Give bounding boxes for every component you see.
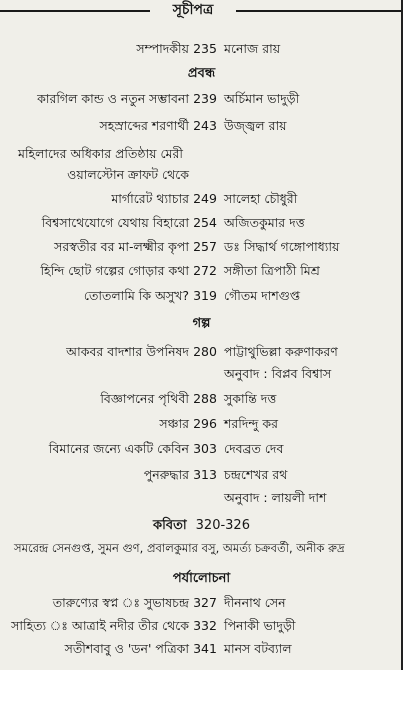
entry-author: পাট্টাথুভিল্লা করুণাকরণ (224, 344, 338, 359)
essay-row-continued (0, 164, 403, 186)
entry-title: সঞ্চার (159, 416, 189, 431)
entry-title: সতীশবাবু ও 'ডন' পত্রিকা (64, 641, 189, 656)
entry-title: মার্গারেট থ্যাচার (111, 191, 189, 206)
entry-author: মনোজ রায় (224, 41, 281, 56)
entry-author: গৌতম দাশগুপ্ত (224, 288, 301, 303)
editorial-row (0, 38, 403, 60)
story-row (0, 413, 403, 435)
section-heading-stories: গল্প (192, 316, 211, 331)
entry-page: 319 (193, 288, 217, 303)
essay-row (0, 188, 403, 210)
entry-author: ডঃ সিদ্ধার্থ গঙ্গোপাধ্যায় (224, 239, 340, 254)
entry-page: 303 (193, 441, 217, 456)
entry-author: দীননাথ সেন (224, 595, 286, 610)
entry-title: আকবর বাদশার উপনিষদ (66, 344, 189, 359)
section-heading-review: পর্যালোচনা (172, 571, 231, 586)
entry-page: 341 (193, 641, 217, 656)
section-heading-poetry (0, 516, 403, 537)
entry-page: 313 (193, 467, 217, 482)
entry-title: কারগিল কান্ড ও নতুন সম্ভাবনা (37, 91, 189, 106)
essay-row (0, 115, 403, 137)
header-rule-right (236, 10, 401, 12)
entry-page: 235 (193, 41, 217, 56)
story-row (0, 388, 403, 410)
entry-author: শরদিন্দু কর (224, 416, 279, 431)
story-row (0, 438, 403, 460)
header-rule-left (0, 10, 150, 12)
essay-row (0, 88, 403, 110)
review-row (0, 638, 403, 660)
poetry-pages: 320-326 (195, 518, 250, 533)
essay-row (0, 236, 403, 258)
entry-page: 254 (193, 215, 217, 230)
essay-row (0, 285, 403, 307)
entry-title: হিন্দি ছোট গল্পের গোড়ার কথা (40, 263, 189, 278)
entry-author: অজিতকুমার দত্ত (224, 215, 305, 230)
translator-note (0, 487, 403, 509)
entry-author: পিনাকী ভাদুড়ী (224, 618, 296, 633)
entry-title: তোতলামি কি অসুখ? (83, 288, 189, 303)
entry-page: 257 (193, 239, 217, 254)
page-title: সূচীপত্র (172, 2, 214, 18)
entry-author: চন্দ্রশেখর রথ (224, 467, 288, 482)
poetry-poets-list: সমরেন্দ্র সেনগুপ্ত, সুমন গুণ, প্রবালকুমার বসু, অমর্ত্য চক্রবর্তী, অনীক রুদ্র (14, 541, 345, 555)
entry-title: বিশ্বসাথেযোগে যেথায় বিহারো (41, 215, 189, 230)
story-row (0, 464, 403, 486)
entry-author: সঙ্গীতা ত্রিপাঠী মিশ্র (224, 263, 320, 278)
story-row (0, 341, 403, 363)
entry-title: পুনরুদ্ধার (143, 467, 189, 482)
poetry-heading-label: কবিতা (153, 518, 187, 533)
essay-row (0, 143, 403, 165)
entry-page: 280 (193, 344, 217, 359)
entry-author: সুকান্তি দত্ত (224, 391, 277, 406)
translator-note (0, 363, 403, 385)
entry-title: সহস্রাব্দের শরণার্থী (99, 118, 189, 133)
entry-title: মহিলাদের অধিকার প্রতিষ্ঠায় মেরী (18, 146, 183, 161)
entry-title: সরস্বতীর বর মা-লক্ষ্মীর কৃপা (54, 239, 189, 254)
essay-row (0, 260, 403, 282)
translator-text: অনুবাদ : বিপ্লব বিশ্বাস (224, 366, 332, 381)
entry-page: 296 (193, 416, 217, 431)
entry-page: 332 (193, 618, 217, 633)
entry-title: ওয়ালস্টোন ক্রাফট থেকে (67, 167, 189, 182)
entry-page: 272 (193, 263, 217, 278)
entry-title: সাহিত্য ঃ আত্রাই নদীর তীর থেকে (11, 618, 189, 633)
essay-row (0, 212, 403, 234)
review-row (0, 615, 403, 637)
entry-title: বিজ্ঞাপনের পৃথিবী (100, 391, 189, 406)
entry-page: 243 (193, 118, 217, 133)
entry-title: তারুণ্যের স্বপ্ন ঃ সুভাষচন্দ্র (52, 595, 189, 610)
entry-author: মানস বটব্যাল (224, 641, 292, 656)
entry-author: সালেহা চৌধুরী (224, 191, 298, 206)
entry-page: 249 (193, 191, 217, 206)
entry-page: 327 (193, 595, 217, 610)
review-row (0, 592, 403, 614)
entry-title: বিমানের জন্যে একটি কেবিন (48, 441, 189, 456)
entry-title: সম্পাদকীয় (136, 41, 189, 56)
section-heading-essays: প্রবন্ধ (187, 66, 216, 81)
entry-page: 239 (193, 91, 217, 106)
entry-author: অর্চিমান ভাদুড়ী (224, 91, 300, 106)
translator-text: অনুবাদ : লায়লী দাশ (224, 490, 327, 505)
entry-page: 288 (193, 391, 217, 406)
entry-author: উজ্জ্বল রায় (224, 118, 287, 133)
entry-author: দেবব্রত দেব (224, 441, 284, 456)
